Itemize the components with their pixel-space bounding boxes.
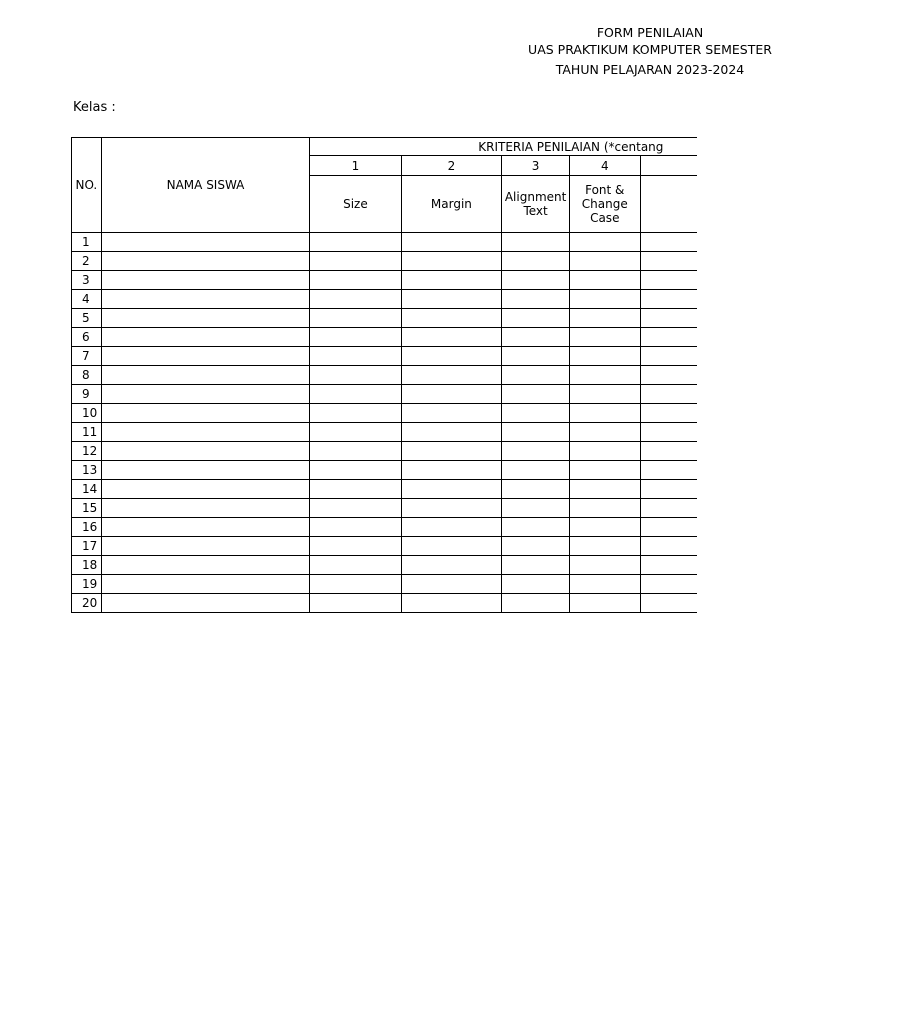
row-number: 8 — [72, 366, 102, 385]
student-name-cell[interactable] — [101, 556, 309, 575]
student-name-cell[interactable] — [101, 537, 309, 556]
row-number: 14 — [72, 480, 102, 499]
score-cell[interactable] — [502, 366, 570, 385]
score-cell[interactable] — [310, 442, 401, 461]
score-cell[interactable] — [569, 461, 640, 480]
score-cell[interactable] — [310, 347, 401, 366]
table-row — [72, 271, 698, 290]
score-cell[interactable] — [502, 461, 570, 480]
score-cell[interactable] — [640, 252, 697, 271]
table-row — [72, 328, 698, 347]
score-cell[interactable] — [310, 404, 401, 423]
criteria-label: Alignment Text — [502, 176, 570, 233]
score-cell[interactable] — [401, 233, 502, 252]
table-row — [72, 442, 698, 461]
score-cell[interactable] — [502, 594, 570, 613]
student-name-cell[interactable] — [101, 480, 309, 499]
criteria-number: 3 — [502, 156, 570, 176]
table-row — [72, 404, 698, 423]
criteria-number: 4 — [569, 156, 640, 176]
score-cell[interactable] — [640, 328, 697, 347]
score-cell[interactable] — [569, 575, 640, 594]
score-cell[interactable] — [502, 233, 570, 252]
score-cell[interactable] — [401, 461, 502, 480]
score-cell[interactable] — [401, 423, 502, 442]
row-number: 7 — [72, 347, 102, 366]
score-cell[interactable] — [502, 385, 570, 404]
table-row — [72, 423, 698, 442]
score-cell[interactable] — [310, 594, 401, 613]
score-cell[interactable] — [310, 423, 401, 442]
row-number: 1 — [72, 233, 102, 252]
score-cell[interactable] — [640, 290, 697, 309]
score-cell[interactable] — [401, 594, 502, 613]
score-cell[interactable] — [640, 347, 697, 366]
score-cell[interactable] — [310, 518, 401, 537]
row-number: 15 — [72, 499, 102, 518]
exam-title: UAS PRAKTIKUM KOMPUTER SEMESTER — [528, 42, 772, 57]
row-number: 16 — [72, 518, 102, 537]
score-cell[interactable] — [502, 556, 570, 575]
student-name-cell[interactable] — [101, 233, 309, 252]
score-cell[interactable] — [401, 328, 502, 347]
table-row — [72, 309, 698, 328]
table-row — [72, 480, 698, 499]
score-cell[interactable] — [502, 290, 570, 309]
score-cell[interactable] — [502, 537, 570, 556]
score-cell[interactable] — [640, 537, 697, 556]
score-cell[interactable] — [502, 518, 570, 537]
score-cell[interactable] — [502, 499, 570, 518]
score-cell[interactable] — [310, 480, 401, 499]
table-row — [72, 347, 698, 366]
academic-year: TAHUN PELAJARAN 2023-2024 — [555, 62, 745, 77]
criteria-label: Margin — [401, 176, 502, 233]
score-cell[interactable] — [569, 594, 640, 613]
criteria-number: 2 — [401, 156, 502, 176]
score-cell[interactable] — [401, 290, 502, 309]
student-name-cell[interactable] — [101, 290, 309, 309]
kelas-label: Kelas : — [73, 100, 116, 115]
row-number: 20 — [72, 594, 102, 613]
score-cell[interactable] — [640, 518, 697, 537]
score-cell[interactable] — [640, 480, 697, 499]
student-name-cell[interactable] — [101, 518, 309, 537]
table-row — [72, 594, 698, 613]
row-number: 2 — [72, 252, 102, 271]
score-cell[interactable] — [569, 423, 640, 442]
score-cell[interactable] — [569, 442, 640, 461]
score-cell[interactable] — [502, 575, 570, 594]
score-cell[interactable] — [640, 271, 697, 290]
form-title: FORM PENILAIAN — [596, 25, 704, 40]
score-cell[interactable] — [569, 309, 640, 328]
table-row — [72, 499, 698, 518]
row-number: 11 — [72, 423, 102, 442]
criteria-label: Size — [310, 176, 401, 233]
row-number: 19 — [72, 575, 102, 594]
score-cell[interactable] — [502, 347, 570, 366]
row-number: 3 — [72, 271, 102, 290]
score-cell[interactable] — [502, 423, 570, 442]
score-cell[interactable] — [569, 537, 640, 556]
score-cell[interactable] — [401, 271, 502, 290]
score-cell[interactable] — [640, 594, 697, 613]
score-cell[interactable] — [640, 442, 697, 461]
student-name-cell[interactable] — [101, 499, 309, 518]
table-row — [72, 461, 698, 480]
row-number: 13 — [72, 461, 102, 480]
score-cell[interactable] — [640, 309, 697, 328]
criteria-number — [640, 156, 697, 176]
row-number: 17 — [72, 537, 102, 556]
score-cell[interactable] — [569, 271, 640, 290]
score-cell[interactable] — [502, 404, 570, 423]
table-row — [72, 385, 698, 404]
score-cell[interactable] — [569, 328, 640, 347]
score-cell[interactable] — [640, 461, 697, 480]
score-cell[interactable] — [502, 442, 570, 461]
score-cell[interactable] — [310, 556, 401, 575]
table-row — [72, 556, 698, 575]
student-name-cell[interactable] — [101, 575, 309, 594]
criteria-number: 1 — [310, 156, 401, 176]
score-cell[interactable] — [569, 366, 640, 385]
score-cell[interactable] — [502, 309, 570, 328]
score-cell[interactable] — [310, 461, 401, 480]
score-cell[interactable] — [310, 366, 401, 385]
score-cell[interactable] — [310, 309, 401, 328]
score-cell[interactable] — [401, 575, 502, 594]
score-cell[interactable] — [401, 518, 502, 537]
student-name-cell[interactable] — [101, 461, 309, 480]
score-cell[interactable] — [569, 480, 640, 499]
table-row — [72, 518, 698, 537]
criteria-label: Font & Change Case — [569, 176, 640, 233]
score-cell[interactable] — [569, 252, 640, 271]
table-row — [72, 252, 698, 271]
score-cell[interactable] — [401, 537, 502, 556]
score-cell[interactable] — [569, 385, 640, 404]
score-cell[interactable] — [310, 499, 401, 518]
col-header-nama-siswa: NAMA SISWA — [101, 138, 309, 233]
score-cell[interactable] — [401, 252, 502, 271]
score-cell[interactable] — [502, 328, 570, 347]
score-cell[interactable] — [310, 252, 401, 271]
student-name-cell[interactable] — [101, 347, 309, 366]
score-cell[interactable] — [569, 499, 640, 518]
student-name-cell[interactable] — [101, 271, 309, 290]
score-cell[interactable] — [401, 480, 502, 499]
score-cell[interactable] — [310, 328, 401, 347]
score-cell[interactable] — [310, 537, 401, 556]
student-name-cell[interactable] — [101, 252, 309, 271]
score-cell[interactable] — [569, 233, 640, 252]
score-cell[interactable] — [640, 556, 697, 575]
score-cell[interactable] — [310, 290, 401, 309]
score-cell[interactable] — [310, 233, 401, 252]
assessment-table — [71, 137, 697, 613]
score-cell[interactable] — [569, 290, 640, 309]
score-cell[interactable] — [401, 499, 502, 518]
score-cell[interactable] — [640, 423, 697, 442]
col-header-kriteria: KRITERIA PENILAIAN (*centang — [310, 138, 697, 156]
criteria-label — [640, 176, 697, 233]
student-name-cell[interactable] — [101, 404, 309, 423]
row-number: 9 — [72, 385, 102, 404]
row-number: 18 — [72, 556, 102, 575]
score-cell[interactable] — [640, 575, 697, 594]
row-number: 10 — [72, 404, 102, 423]
score-cell[interactable] — [640, 366, 697, 385]
row-number: 4 — [72, 290, 102, 309]
score-cell[interactable] — [640, 499, 697, 518]
score-cell[interactable] — [569, 404, 640, 423]
student-name-cell[interactable] — [101, 328, 309, 347]
score-cell[interactable] — [640, 233, 697, 252]
student-name-cell[interactable] — [101, 594, 309, 613]
score-cell[interactable] — [310, 385, 401, 404]
score-cell[interactable] — [401, 347, 502, 366]
score-cell[interactable] — [569, 556, 640, 575]
score-cell[interactable] — [401, 442, 502, 461]
score-cell[interactable] — [569, 518, 640, 537]
score-cell[interactable] — [502, 480, 570, 499]
table-row — [72, 290, 698, 309]
row-number: 5 — [72, 309, 102, 328]
score-cell[interactable] — [310, 575, 401, 594]
student-name-cell[interactable] — [101, 366, 309, 385]
student-name-cell[interactable] — [101, 309, 309, 328]
table-row — [72, 537, 698, 556]
score-cell[interactable] — [401, 385, 502, 404]
score-cell[interactable] — [569, 347, 640, 366]
score-cell[interactable] — [640, 385, 697, 404]
score-cell[interactable] — [401, 556, 502, 575]
table-row — [72, 233, 698, 252]
student-name-cell[interactable] — [101, 385, 309, 404]
score-cell[interactable] — [502, 271, 570, 290]
table-row — [72, 366, 698, 385]
row-number: 12 — [72, 442, 102, 461]
score-cell[interactable] — [640, 404, 697, 423]
score-cell[interactable] — [401, 366, 502, 385]
score-cell[interactable] — [310, 271, 401, 290]
score-cell[interactable] — [401, 404, 502, 423]
row-number: 6 — [72, 328, 102, 347]
score-cell[interactable] — [502, 252, 570, 271]
score-cell[interactable] — [401, 309, 502, 328]
col-header-no: NO. — [72, 138, 102, 233]
student-name-cell[interactable] — [101, 442, 309, 461]
student-name-cell[interactable] — [101, 423, 309, 442]
table-row — [72, 575, 698, 594]
